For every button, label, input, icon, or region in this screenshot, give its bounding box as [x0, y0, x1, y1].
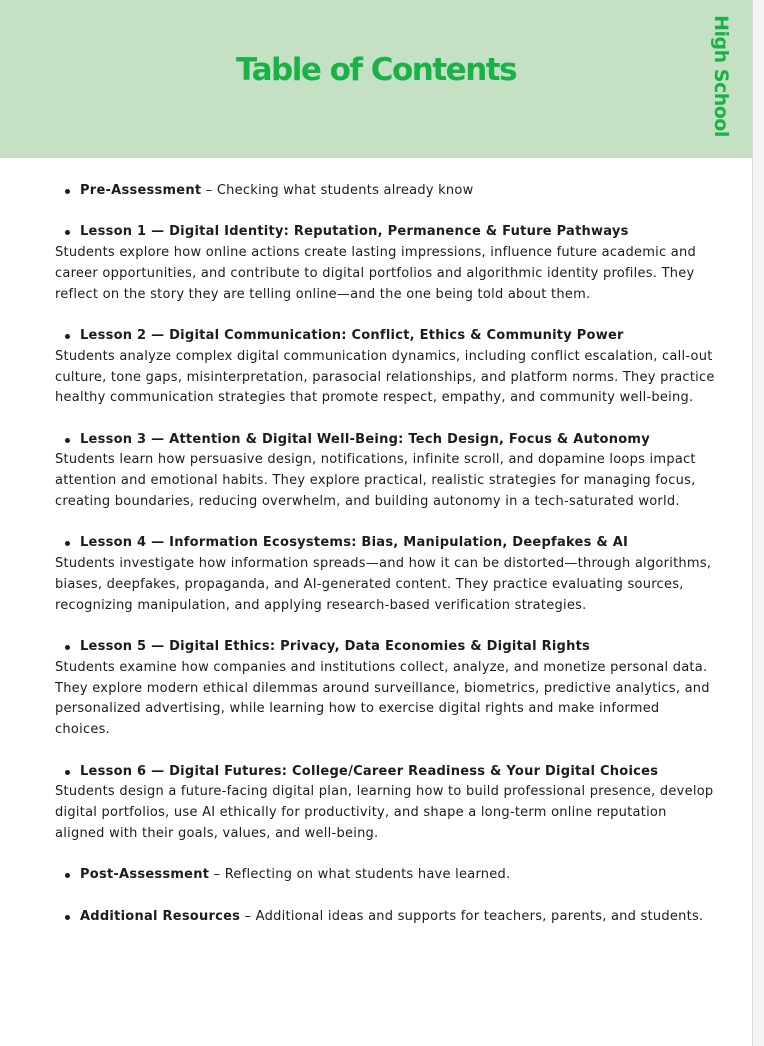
lesson-description: Students analyze complex digital communication dynamics, including conflict escalation, call-out culture, tone gaps, misinterpretation, parasocial relationships, and platform norms. They practice healthy communication strategies that promote respect, empathy, and community well-being. [55, 348, 715, 406]
toc-item-lesson-6 [55, 762, 715, 845]
header-banner [0, 0, 752, 158]
grade-level-tag [706, 14, 736, 138]
toc-list [55, 181, 715, 948]
additional-resources-label: Additional Resources [80, 908, 241, 924]
post-assessment-text: – Reflecting on what students have learned. [209, 867, 511, 883]
lesson-heading: Lesson 5 — Digital Ethics: Privacy, Data Economies & Digital Rights [55, 637, 715, 658]
lesson-heading: Lesson 6 — Digital Futures: College/Career Readiness & Your Digital Choices [55, 762, 715, 783]
toc-item-lesson-3 [55, 430, 715, 513]
lesson-heading: Lesson 4 — Information Ecosystems: Bias, Manipulation, Deepfakes & AI [55, 533, 715, 554]
page-edge [752, 0, 764, 1046]
lesson-description: Students examine how companies and institutions collect, analyze, and monetize personal data. They explore modern ethical dilemmas around surveillance, biometrics, predictive analytics, and personalized advertising, while learning how to exercise digital rights and make informed choices. [55, 659, 710, 738]
pre-assessment-label: Pre-Assessment [80, 183, 202, 198]
lesson-description: Students explore how online actions create lasting impressions, influence future academic and career opportunities, and contribute to digital portfolios and algorithmic identity profiles. They reflect on the story they are telling online—and the one being told about them. [55, 245, 696, 302]
list-item [55, 181, 715, 202]
post-assessment-label: Post-Assessment [80, 867, 210, 883]
toc-item-pre-assessment [55, 181, 715, 202]
list-item [55, 907, 715, 928]
lesson-description: Students learn how persuasive design, notifications, infinite scroll, and dopamine loops impact attention and emotional habits. They explore practical, realistic strategies for managing focus, creating boundaries, reducing overwhelm, and building autonomy in a tech-saturated world. [55, 452, 696, 510]
toc-item-additional-resources [55, 907, 715, 928]
grade-level-label: High School [710, 15, 732, 137]
lesson-heading: Lesson 1 — Digital Identity: Reputation, Permanence & Future Pathways [55, 222, 715, 243]
lesson-description: Students design a future-facing digital plan, learning how to build professional presence, develop digital portfolios, use AI ethically for productivity, and shape a long-term online reputation aligned with their goals, values, and well-being. [55, 784, 714, 841]
pre-assessment-text: – Checking what students already know [201, 183, 474, 198]
toc-item-post-assessment [55, 865, 715, 886]
toc-item-lesson-4 [55, 533, 715, 616]
list-item [55, 865, 715, 886]
toc-item-lesson-2 [55, 326, 715, 409]
lesson-description: Students investigate how information spreads—and how it can be distorted—through algorithms, biases, deepfakes, propaganda, and AI-generated content. They practice evaluating sources, recognizing manipulation, and applying research-based verification strategies. [55, 556, 712, 613]
additional-resources-text: – Additional ideas and supports for teachers, parents, and students. [240, 908, 704, 924]
page-title: Table of Contents [235, 52, 517, 88]
lesson-heading: Lesson 3 — Attention & Digital Well-Being: Tech Design, Focus & Autonomy [55, 430, 715, 451]
toc-item-lesson-1 [55, 222, 715, 305]
lesson-heading: Lesson 2 — Digital Communication: Conflict, Ethics & Community Power [55, 326, 715, 347]
toc-item-lesson-5 [55, 637, 715, 741]
